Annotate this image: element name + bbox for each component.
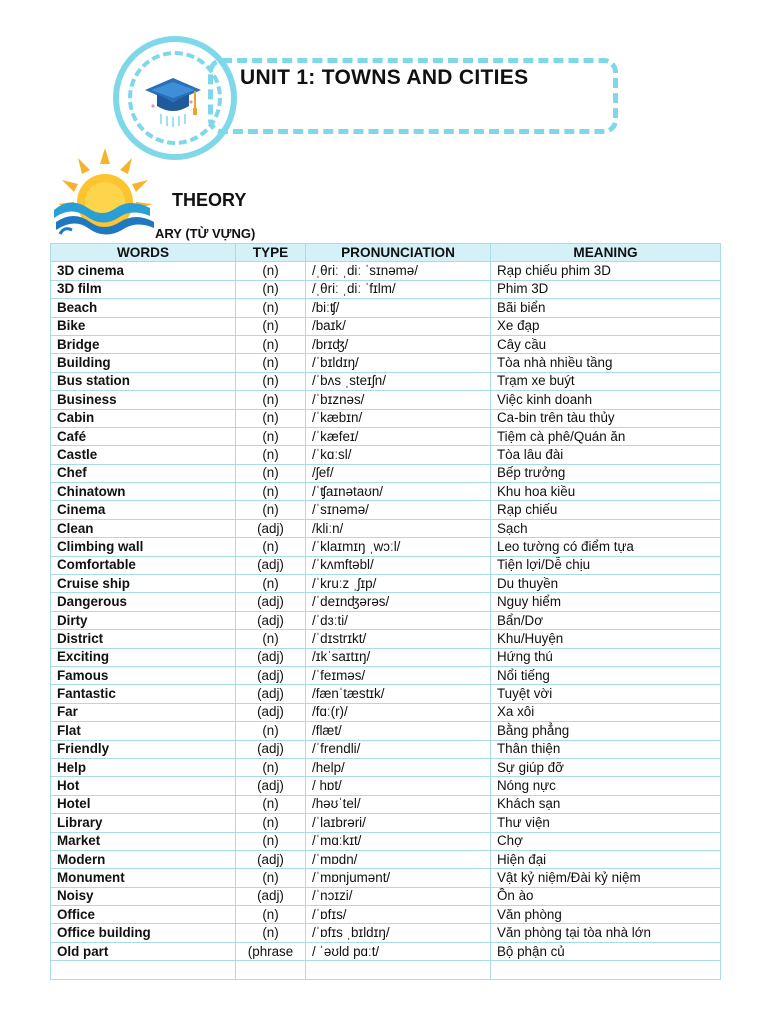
pronunciation-cell: /ˈkæfeɪ/ — [306, 427, 491, 445]
word-cell — [51, 961, 236, 979]
word-cell: Cruise ship — [51, 575, 236, 593]
pronunciation-cell: /kliːn/ — [306, 519, 491, 537]
type-cell: (adj) — [236, 703, 306, 721]
table-row — [51, 961, 721, 979]
meaning-cell: Xa xôi — [491, 703, 721, 721]
meaning-cell: Bộ phận củ — [491, 942, 721, 960]
pronunciation-cell: /ˌθriː ˌdiː ˈsɪnəmə/ — [306, 262, 491, 280]
type-cell: (n) — [236, 391, 306, 409]
word-cell: Dangerous — [51, 593, 236, 611]
word-cell: Exciting — [51, 648, 236, 666]
meaning-cell: Xe đạp — [491, 317, 721, 335]
pronunciation-cell: /ˈbɪznəs/ — [306, 391, 491, 409]
pronunciation-cell: / ˈəʊld pɑːt/ — [306, 942, 491, 960]
type-cell: (n) — [236, 262, 306, 280]
type-cell: (adj) — [236, 519, 306, 537]
pronunciation-cell: /ˈnɔɪzi/ — [306, 887, 491, 905]
meaning-cell: Tòa lâu đài — [491, 446, 721, 464]
word-cell: Beach — [51, 299, 236, 317]
table-row — [51, 299, 721, 317]
table-row — [51, 758, 721, 776]
word-cell: Bike — [51, 317, 236, 335]
table-row — [51, 575, 721, 593]
table-row — [51, 501, 721, 519]
pronunciation-cell: /ˈmɑːkɪt/ — [306, 832, 491, 850]
pronunciation-cell: /ˈkruːz ˌʃɪp/ — [306, 575, 491, 593]
type-cell: (n) — [236, 832, 306, 850]
type-cell: (n) — [236, 722, 306, 740]
word-cell: Hot — [51, 777, 236, 795]
column-header-type: TYPE — [236, 244, 306, 262]
word-cell: Fantastic — [51, 685, 236, 703]
type-cell: (n) — [236, 446, 306, 464]
pronunciation-cell: /brɪʤ/ — [306, 335, 491, 353]
type-cell: (n) — [236, 630, 306, 648]
vocabulary-heading: ARY (TỪ VỰNG) — [155, 226, 256, 241]
type-cell: (n) — [236, 372, 306, 390]
pronunciation-cell: /ˈfrendli/ — [306, 740, 491, 758]
type-cell — [236, 961, 306, 979]
pronunciation-cell: /baɪk/ — [306, 317, 491, 335]
meaning-cell: Văn phòng — [491, 906, 721, 924]
type-cell: (n) — [236, 464, 306, 482]
table-row — [51, 887, 721, 905]
type-cell: (n) — [236, 575, 306, 593]
meaning-cell: Ồn ào — [491, 887, 721, 905]
table-row — [51, 906, 721, 924]
meaning-cell: Trạm xe buýt — [491, 372, 721, 390]
pronunciation-cell: /fɑː(r)/ — [306, 703, 491, 721]
table-row — [51, 703, 721, 721]
meaning-cell: Khách sạn — [491, 795, 721, 813]
word-cell: Building — [51, 354, 236, 372]
table-row — [51, 685, 721, 703]
word-cell: Bridge — [51, 335, 236, 353]
table-row — [51, 648, 721, 666]
pronunciation-cell: /ˈsɪnəmə/ — [306, 501, 491, 519]
word-cell: Famous — [51, 666, 236, 684]
meaning-cell: Tòa nhà nhiều tầng — [491, 354, 721, 372]
pronunciation-cell: /ˈʧaɪnətaʊn/ — [306, 483, 491, 501]
type-cell: (n) — [236, 409, 306, 427]
pronunciation-cell: /ˈkʌmftəbl/ — [306, 556, 491, 574]
pronunciation-cell: /ʃef/ — [306, 464, 491, 482]
type-cell: (adj) — [236, 593, 306, 611]
meaning-cell: Hứng thú — [491, 648, 721, 666]
table-row — [51, 832, 721, 850]
word-cell: Climbing wall — [51, 538, 236, 556]
word-cell: Library — [51, 814, 236, 832]
column-header-words: WORDS — [51, 244, 236, 262]
column-header-pronunciation: PRONUNCIATION — [306, 244, 491, 262]
pronunciation-cell: /flæt/ — [306, 722, 491, 740]
type-cell: (phrase — [236, 942, 306, 960]
sun-wave-icon — [50, 146, 160, 238]
pronunciation-cell: /biːʧ/ — [306, 299, 491, 317]
vocabulary-table — [50, 243, 721, 980]
table-row — [51, 924, 721, 942]
word-cell: 3D film — [51, 280, 236, 298]
table-header-row — [51, 244, 721, 262]
meaning-cell: Rạp chiếu phim 3D — [491, 262, 721, 280]
table-row — [51, 722, 721, 740]
word-cell: Chinatown — [51, 483, 236, 501]
type-cell: (adj) — [236, 740, 306, 758]
table-row — [51, 446, 721, 464]
word-cell: Friendly — [51, 740, 236, 758]
type-cell: (n) — [236, 483, 306, 501]
column-header-meaning: MEANING — [491, 244, 721, 262]
table-row — [51, 593, 721, 611]
type-cell: (adj) — [236, 556, 306, 574]
pronunciation-cell: /ˈmɒdn/ — [306, 850, 491, 868]
table-row — [51, 814, 721, 832]
pronunciation-cell: /ˌθriː ˌdiː ˈfɪlm/ — [306, 280, 491, 298]
meaning-cell: Khu hoa kiều — [491, 483, 721, 501]
type-cell: (adj) — [236, 648, 306, 666]
pronunciation-cell: /fænˈtæstɪk/ — [306, 685, 491, 703]
word-cell: Far — [51, 703, 236, 721]
pronunciation-cell: /ɪkˈsaɪtɪŋ/ — [306, 648, 491, 666]
type-cell: (n) — [236, 501, 306, 519]
meaning-cell: Chợ — [491, 832, 721, 850]
table-row — [51, 850, 721, 868]
meaning-cell: Cây cầu — [491, 335, 721, 353]
type-cell: (n) — [236, 427, 306, 445]
meaning-cell: Vật kỷ niệm/Đài kỷ niệm — [491, 869, 721, 887]
pronunciation-cell: /ˈɒfɪs/ — [306, 906, 491, 924]
meaning-cell: Rạp chiếu — [491, 501, 721, 519]
word-cell: Office building — [51, 924, 236, 942]
graduation-cap-icon — [143, 72, 203, 128]
page-title: UNIT 1: TOWNS AND CITIES — [240, 66, 529, 89]
meaning-cell: Việc kinh doanh — [491, 391, 721, 409]
type-cell: (n) — [236, 280, 306, 298]
pronunciation-cell: /həʊˈtel/ — [306, 795, 491, 813]
word-cell: Old part — [51, 942, 236, 960]
meaning-cell: Bếp trưởng — [491, 464, 721, 482]
meaning-cell: Tuyệt vời — [491, 685, 721, 703]
meaning-cell: Tiệm cà phê/Quán ăn — [491, 427, 721, 445]
pronunciation-cell: /ˈklaɪmɪŋ ˌwɔːl/ — [306, 538, 491, 556]
meaning-cell: Khu/Huyện — [491, 630, 721, 648]
meaning-cell: Hiện đại — [491, 850, 721, 868]
meaning-cell: Sự giúp đỡ — [491, 758, 721, 776]
type-cell: (n) — [236, 795, 306, 813]
meaning-cell — [491, 961, 721, 979]
word-cell: Clean — [51, 519, 236, 537]
type-cell: (adj) — [236, 850, 306, 868]
type-cell: (adj) — [236, 685, 306, 703]
meaning-cell: Văn phòng tại tòa nhà lớn — [491, 924, 721, 942]
table-row — [51, 611, 721, 629]
table-row — [51, 483, 721, 501]
table-row — [51, 630, 721, 648]
table-row — [51, 372, 721, 390]
meaning-cell: Bẩn/Dơ — [491, 611, 721, 629]
type-cell: (n) — [236, 317, 306, 335]
type-cell: (n) — [236, 758, 306, 776]
table-body — [51, 262, 721, 979]
word-cell: Noisy — [51, 887, 236, 905]
type-cell: (n) — [236, 814, 306, 832]
type-cell: (n) — [236, 335, 306, 353]
pronunciation-cell: /ˈɒfɪs ˌbɪldɪŋ/ — [306, 924, 491, 942]
word-cell: Chef — [51, 464, 236, 482]
word-cell: Castle — [51, 446, 236, 464]
table-row — [51, 262, 721, 280]
table-row — [51, 740, 721, 758]
type-cell: (n) — [236, 538, 306, 556]
table-row — [51, 335, 721, 353]
word-cell: Office — [51, 906, 236, 924]
meaning-cell: Nóng nực — [491, 777, 721, 795]
pronunciation-cell: /ˈbʌs ˌsteɪʃn/ — [306, 372, 491, 390]
table-row — [51, 795, 721, 813]
type-cell: (n) — [236, 906, 306, 924]
table-row — [51, 777, 721, 795]
word-cell: Bus station — [51, 372, 236, 390]
word-cell: Business — [51, 391, 236, 409]
word-cell: Dirty — [51, 611, 236, 629]
meaning-cell: Nguy hiểm — [491, 593, 721, 611]
meaning-cell: Sạch — [491, 519, 721, 537]
pronunciation-cell: /ˈlaɪbrəri/ — [306, 814, 491, 832]
word-cell: 3D cinema — [51, 262, 236, 280]
table-row — [51, 317, 721, 335]
word-cell: Cinema — [51, 501, 236, 519]
type-cell: (adj) — [236, 887, 306, 905]
pronunciation-cell: /ˈdɪstrɪkt/ — [306, 630, 491, 648]
meaning-cell: Tiện lợi/Dễ chịu — [491, 556, 721, 574]
meaning-cell: Du thuyền — [491, 575, 721, 593]
meaning-cell: Leo tường có điểm tựa — [491, 538, 721, 556]
meaning-cell: Ca-bin trên tàu thủy — [491, 409, 721, 427]
word-cell: Flat — [51, 722, 236, 740]
table-row — [51, 409, 721, 427]
section-title: THEORY — [172, 190, 247, 210]
type-cell: (n) — [236, 299, 306, 317]
pronunciation-cell: / hɒt/ — [306, 777, 491, 795]
meaning-cell: Nổi tiếng — [491, 666, 721, 684]
word-cell: Monument — [51, 869, 236, 887]
table-row — [51, 519, 721, 537]
type-cell: (adj) — [236, 611, 306, 629]
table-row — [51, 538, 721, 556]
table-row — [51, 354, 721, 372]
word-cell: Hotel — [51, 795, 236, 813]
word-cell: Market — [51, 832, 236, 850]
type-cell: (adj) — [236, 777, 306, 795]
word-cell: Modern — [51, 850, 236, 868]
table-row — [51, 869, 721, 887]
word-cell: District — [51, 630, 236, 648]
table-row — [51, 666, 721, 684]
type-cell: (adj) — [236, 666, 306, 684]
meaning-cell: Thư viện — [491, 814, 721, 832]
pronunciation-cell: /ˈfeɪməs/ — [306, 666, 491, 684]
pronunciation-cell: /ˈbɪldɪŋ/ — [306, 354, 491, 372]
pronunciation-cell — [306, 961, 491, 979]
table-row — [51, 280, 721, 298]
word-cell: Cabin — [51, 409, 236, 427]
word-cell: Help — [51, 758, 236, 776]
meaning-cell: Bằng phẳng — [491, 722, 721, 740]
pronunciation-cell: /ˈmɒnjumənt/ — [306, 869, 491, 887]
word-cell: Comfortable — [51, 556, 236, 574]
table-row — [51, 427, 721, 445]
pronunciation-cell: /ˈkæbɪn/ — [306, 409, 491, 427]
type-cell: (n) — [236, 869, 306, 887]
pronunciation-cell: /ˈdeɪnʤərəs/ — [306, 593, 491, 611]
meaning-cell: Bãi biển — [491, 299, 721, 317]
word-cell: Café — [51, 427, 236, 445]
table-row — [51, 942, 721, 960]
table-row — [51, 556, 721, 574]
table-row — [51, 464, 721, 482]
meaning-cell: Phim 3D — [491, 280, 721, 298]
pronunciation-cell: /help/ — [306, 758, 491, 776]
type-cell: (n) — [236, 924, 306, 942]
type-cell: (n) — [236, 354, 306, 372]
meaning-cell: Thân thiện — [491, 740, 721, 758]
pronunciation-cell: /ˈdɜːti/ — [306, 611, 491, 629]
table-row — [51, 391, 721, 409]
pronunciation-cell: /ˈkɑːsl/ — [306, 446, 491, 464]
